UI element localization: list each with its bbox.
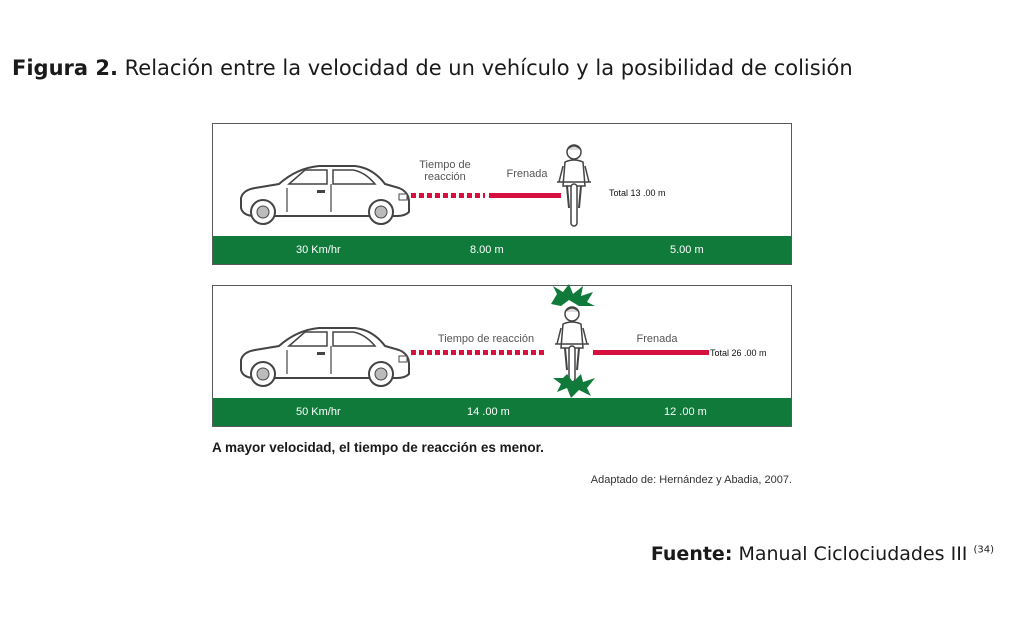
braking-label: Frenada — [506, 168, 548, 180]
reaction-time-label: Tiempo de reacción — [419, 159, 471, 183]
source-reference: (34) — [973, 544, 994, 556]
road-strip — [213, 398, 791, 426]
source-label: Fuente: — [650, 543, 733, 565]
speed-value: 50 Km/hr — [296, 406, 341, 418]
cyclist-icon — [557, 142, 591, 228]
braking-distance-value: 12 .00 m — [664, 406, 707, 418]
speed-value: 30 Km/hr — [296, 244, 341, 256]
panel-50kmh — [212, 285, 792, 427]
braking-label: Frenada — [636, 333, 678, 345]
car-icon — [235, 160, 411, 230]
car-icon — [235, 322, 411, 392]
adapted-from-note: Adaptado de: Hernández y Abadia, 2007. — [590, 474, 792, 486]
braking-distance-line — [489, 193, 561, 198]
figure-label: Figura 2. — [12, 56, 118, 80]
road-strip — [213, 236, 791, 264]
collision-splash-icon — [551, 374, 597, 398]
braking-distance-value: 5.00 m — [670, 244, 704, 256]
reaction-distance-line — [411, 193, 485, 198]
reaction-time-label: Tiempo de reacción — [437, 333, 535, 345]
reaction-distance-value: 8.00 m — [470, 244, 504, 256]
figure-title-text: Relación entre la velocidad de un vehículo y la posibilidad de colisión — [124, 56, 853, 80]
panel-30kmh — [212, 123, 792, 265]
figure-title — [12, 56, 853, 80]
reaction-distance-value: 14 .00 m — [467, 406, 510, 418]
source-line — [651, 543, 994, 565]
figure-caption: A mayor velocidad, el tiempo de reacción es menor. — [212, 440, 544, 455]
reaction-distance-line — [411, 350, 545, 355]
total-distance: Total 13 .00 m — [609, 188, 666, 198]
braking-distance-line — [593, 350, 709, 355]
total-distance: Total 26 .00 m — [710, 348, 767, 358]
source-text: Manual Ciclociudades III — [738, 543, 968, 565]
